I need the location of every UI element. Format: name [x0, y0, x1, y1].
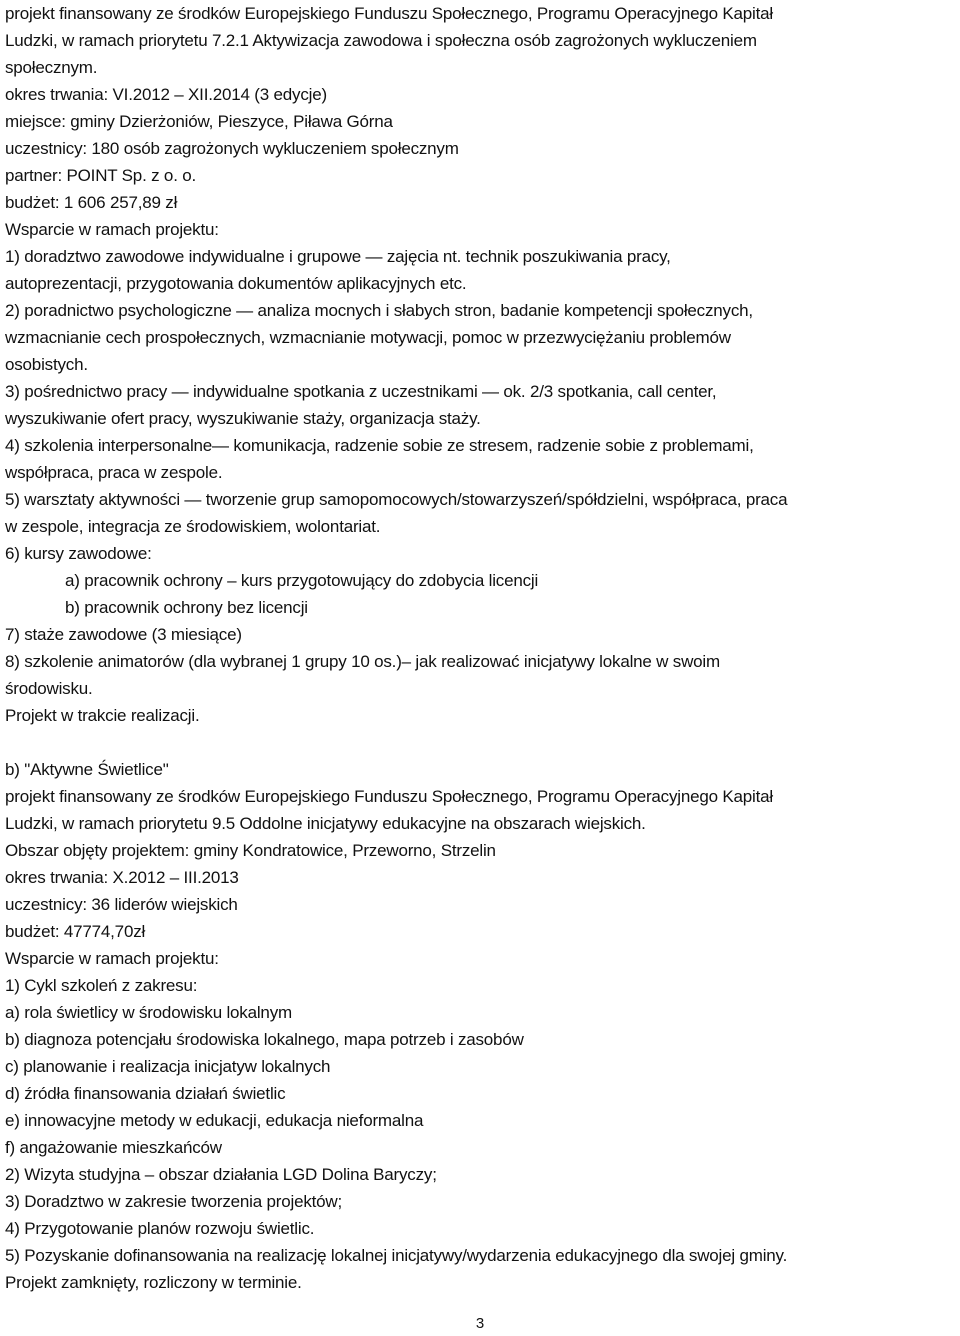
text-line: w zespole, integracja ze środowiskiem, wolontariat. [5, 517, 381, 536]
text-line: b) diagnoza potencjału środowiska lokalnego, mapa potrzeb i zasobów [5, 1030, 524, 1049]
text-line: miejsce: gminy Dzierżoniów, Pieszyce, Piława Górna [5, 112, 393, 131]
text-line: Ludzki, w ramach priorytetu 7.2.1 Aktywizacja zawodowa i społeczna osób zagrożonych wykluczeniem [5, 31, 757, 50]
text-line: środowisku. [5, 679, 93, 698]
text-line: projekt finansowany ze środków Europejskiego Funduszu Społecznego, Programu Operacyjnego Kapitał [5, 787, 773, 806]
text-line: 1) doradztwo zawodowe indywidualne i grupowe — zajęcia nt. technik poszukiwania pracy, [5, 247, 671, 266]
text-line: społecznym. [5, 58, 98, 77]
text-line: wzmacnianie cech prospołecznych, wzmacnianie motywacji, pomoc w przezwyciężaniu problemów [5, 328, 731, 347]
text-line: budżet: 1 606 257,89 zł [5, 193, 178, 212]
text-line: Wsparcie w ramach projektu: [5, 220, 219, 239]
text-line: wyszukiwanie ofert pracy, wyszukiwanie staży, organizacja staży. [5, 409, 481, 428]
text-line: budżet: 47774,70zł [5, 922, 146, 941]
text-line: 5) warsztaty aktywności — tworzenie grup samopomocowych/stowarzyszeń/spółdzielni, współpraca, praca [5, 490, 788, 509]
sub-list-item: a) pracownik ochrony – kurs przygotowujący do zdobycia licencji [65, 571, 539, 590]
text-line: a) rola świetlicy w środowisku lokalnym [5, 1003, 292, 1022]
text-line: e) innowacyjne metody w edukacji, edukacja nieformalna [5, 1111, 424, 1130]
text-line: 1) Cykl szkoleń z zakresu: [5, 976, 198, 995]
text-line: d) źródła finansowania działań świetlic [5, 1084, 286, 1103]
section-b [5, 756, 960, 1296]
section-a [5, 0, 960, 729]
text-line: Wsparcie w ramach projektu: [5, 949, 219, 968]
text-line: 2) Wizyta studyjna – obszar działania LGD Dolina Baryczy; [5, 1165, 437, 1184]
page-number: 3 [475, 1315, 485, 1332]
document-page [5, 0, 960, 1296]
text-line: partner: POINT Sp. z o. o. [5, 166, 197, 185]
text-line: 5) Pozyskanie dofinansowania na realizację lokalnej inicjatywy/wydarzenia edukacyjnego dla swojej gminy. [5, 1246, 788, 1265]
section-spacer [5, 729, 960, 756]
text-line: 4) szkolenia interpersonalne— komunikacja, radzenie sobie ze stresem, radzenie sobie z problemami, [5, 436, 754, 455]
text-line: 7) staże zawodowe (3 miesiące) [5, 625, 242, 644]
text-line: 2) poradnictwo psychologiczne — analiza mocnych i słabych stron, badanie kompetencji społecznych, [5, 301, 753, 320]
text-line: okres trwania: X.2012 – III.2013 [5, 868, 239, 887]
text-line: 3) pośrednictwo pracy — indywidualne spotkania z uczestnikami — ok. 2/3 spotkania, call center, [5, 382, 717, 401]
text-line: Ludzki, w ramach priorytetu 9.5 Oddolne inicjatywy edukacyjne na obszarach wiejskich. [5, 814, 646, 833]
text-line: f) angażowanie mieszkańców [5, 1138, 222, 1157]
text-line: uczestnicy: 36 liderów wiejskich [5, 895, 238, 914]
text-line: autoprezentacji, przygotowania dokumentów aplikacyjnych etc. [5, 274, 467, 293]
sub-list-item: b) pracownik ochrony bez licencji [65, 598, 308, 617]
text-line: Obszar objęty projektem: gminy Kondratowice, Przeworno, Strzelin [5, 841, 496, 860]
text-line: Projekt zamknięty, rozliczony w terminie. [5, 1273, 302, 1292]
text-line: 6) kursy zawodowe: [5, 544, 152, 563]
text-line: Projekt w trakcie realizacji. [5, 706, 200, 725]
text-line: 4) Przygotowanie planów rozwoju świetlic. [5, 1219, 315, 1238]
text-line: uczestnicy: 180 osób zagrożonych wykluczeniem społecznym [5, 139, 459, 158]
text-line: c) planowanie i realizacja inicjatyw lokalnych [5, 1057, 331, 1076]
text-line: osobistych. [5, 355, 88, 374]
text-line: współpraca, praca w zespole. [5, 463, 223, 482]
text-line: okres trwania: VI.2012 – XII.2014 (3 edycje) [5, 85, 327, 104]
text-line: projekt finansowany ze środków Europejskiego Funduszu Społecznego, Programu Operacyjnego Kapitał [5, 4, 773, 23]
section-heading: b) "Aktywne Świetlice" [5, 760, 169, 779]
text-line: 3) Doradztwo w zakresie tworzenia projektów; [5, 1192, 343, 1211]
text-line: 8) szkolenie animatorów (dla wybranej 1 grupy 10 os.)– jak realizować inicjatywy lokalne w swoim [5, 652, 720, 671]
